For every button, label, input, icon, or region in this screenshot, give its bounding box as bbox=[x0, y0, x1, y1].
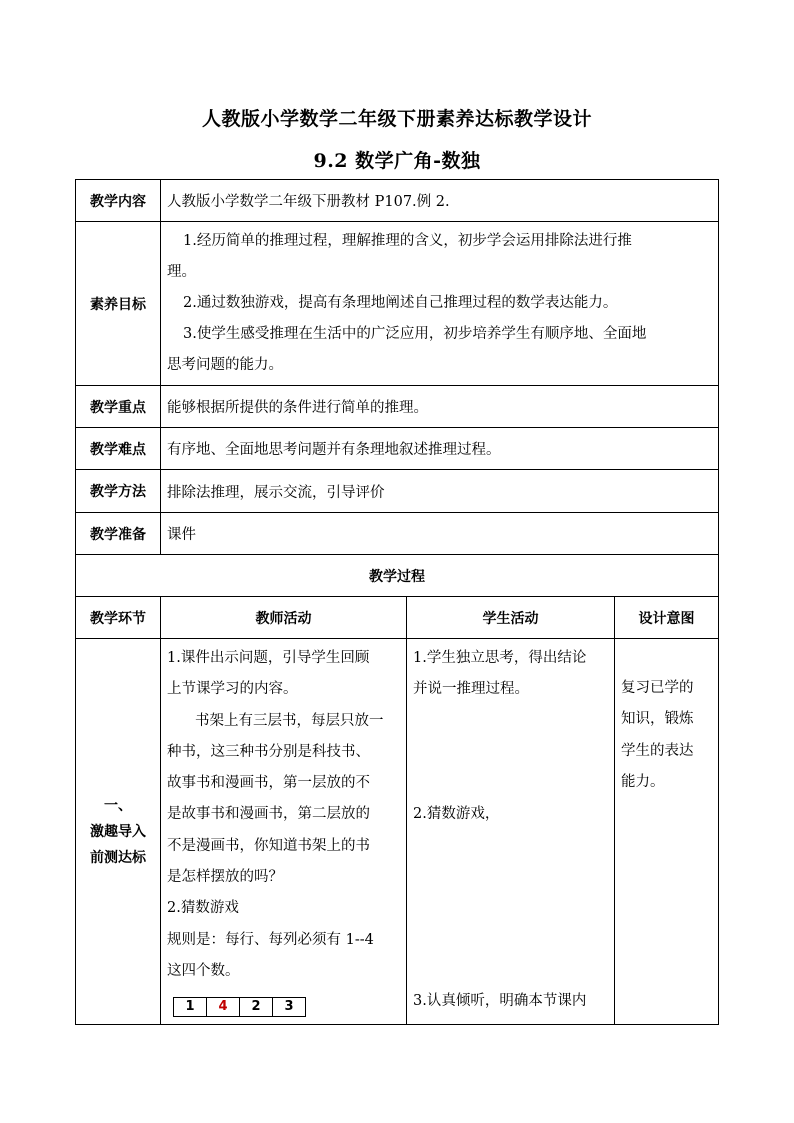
col-header-intent: 设计意图 bbox=[615, 597, 719, 639]
label-key: 教学重点 bbox=[76, 386, 161, 428]
col-header-stage: 教学环节 bbox=[76, 597, 161, 639]
teacher-line: 1.课件出示问题，引导学生回顾 bbox=[167, 650, 370, 666]
row-key bbox=[76, 386, 719, 428]
student-line: 3.认真倾听，明确本节课内 bbox=[413, 992, 587, 1009]
stage-1-number: 一、 bbox=[104, 797, 132, 814]
col-header-teacher: 教师活动 bbox=[161, 597, 407, 639]
process-header: 教学过程 bbox=[76, 555, 719, 597]
stage-1-teacher-activity bbox=[161, 639, 407, 1025]
goal-1-cont: 理。 bbox=[167, 264, 196, 280]
col-header-student: 学生活动 bbox=[407, 597, 615, 639]
lesson-plan-table bbox=[75, 179, 719, 1025]
intent-line: 能力。 bbox=[621, 773, 665, 790]
document-subtitle: 9.2 数学广角-数独 bbox=[313, 150, 481, 172]
stage-1-label bbox=[76, 639, 161, 1025]
teacher-line: 规则是：每行、每列必须有 1--4 bbox=[167, 931, 374, 948]
stage-1-design-intent bbox=[615, 639, 719, 1025]
label-method: 教学方法 bbox=[76, 470, 161, 513]
sudoku-cell-highlighted: 4 bbox=[207, 998, 240, 1017]
student-line: 2.猜数游戏， bbox=[413, 805, 500, 822]
intent-line: 复习已学的 bbox=[621, 680, 694, 696]
sudoku-cell: 2 bbox=[240, 998, 273, 1017]
teacher-line: 故事书和漫画书，第一层放的不 bbox=[167, 775, 370, 792]
sudoku-grid bbox=[173, 997, 306, 1017]
teacher-line: 书架上有三层书，每层只放一 bbox=[195, 712, 384, 729]
sudoku-cell: 3 bbox=[273, 998, 306, 1017]
teacher-line: 2.猜数游戏 bbox=[167, 900, 239, 917]
label-difficulty: 教学难点 bbox=[76, 428, 161, 470]
intent-line: 知识，锻炼 bbox=[621, 711, 694, 728]
row-prep bbox=[76, 513, 719, 555]
value-goals bbox=[161, 222, 719, 386]
value-content: 人教版小学数学二年级下册教材 P107.例 2. bbox=[161, 180, 719, 222]
row-content bbox=[76, 180, 719, 222]
sudoku-cell: 1 bbox=[174, 998, 207, 1017]
stage-1-student-activity bbox=[407, 639, 615, 1025]
teacher-line: 种书，这三种书分别是科技书、 bbox=[167, 743, 370, 760]
student-line: 1.学生独立思考，得出结论 bbox=[413, 650, 587, 666]
row-difficulty bbox=[76, 428, 719, 470]
label-goals: 素养目标 bbox=[76, 222, 161, 386]
row-column-headers bbox=[76, 597, 719, 639]
row-method bbox=[76, 470, 719, 513]
student-line: 并说一推理过程。 bbox=[413, 681, 529, 698]
teacher-line: 上节课学习的内容。 bbox=[167, 681, 298, 698]
stage-1-title: 激趣导入 bbox=[90, 823, 146, 840]
value-method: 排除法推理，展示交流，引导评价 bbox=[161, 470, 719, 513]
goal-3-cont: 思考问题的能力。 bbox=[167, 357, 283, 373]
document-title: 人教版小学数学二年级下册素养达标教学设计 bbox=[201, 108, 592, 130]
goal-1: 1.经历简单的推理过程，理解推理的含义，初步学会运用排除法进行推 bbox=[183, 233, 632, 249]
teacher-line: 是怎样摆放的吗？ bbox=[167, 869, 283, 886]
value-difficulty: 有序地、全面地思考问题并有条理地叙述推理过程。 bbox=[161, 428, 719, 470]
label-content: 教学内容 bbox=[76, 180, 161, 222]
teacher-line: 是故事书和漫画书，第二层放的 bbox=[167, 806, 370, 823]
row-process-header bbox=[76, 555, 719, 597]
row-stage-1 bbox=[76, 639, 719, 1025]
value-prep: 课件 bbox=[161, 513, 719, 555]
row-goals bbox=[76, 222, 719, 386]
goal-3: 3.使学生感受推理在生活中的广泛应用，初步培养学生有顺序地、全面地 bbox=[183, 326, 647, 342]
teacher-line: 不是漫画书，你知道书架上的书 bbox=[167, 837, 370, 854]
value-key: 能够根据所提供的条件进行简单的推理。 bbox=[161, 386, 719, 428]
intent-line: 学生的表达 bbox=[621, 742, 694, 759]
goal-2: 2.通过数独游戏，提高有条理地阐述自己推理过程的数学表达能力。 bbox=[183, 295, 618, 311]
stage-1-subtitle: 前测达标 bbox=[90, 849, 146, 866]
teacher-line: 这四个数。 bbox=[167, 962, 240, 979]
label-prep: 教学准备 bbox=[76, 513, 161, 555]
